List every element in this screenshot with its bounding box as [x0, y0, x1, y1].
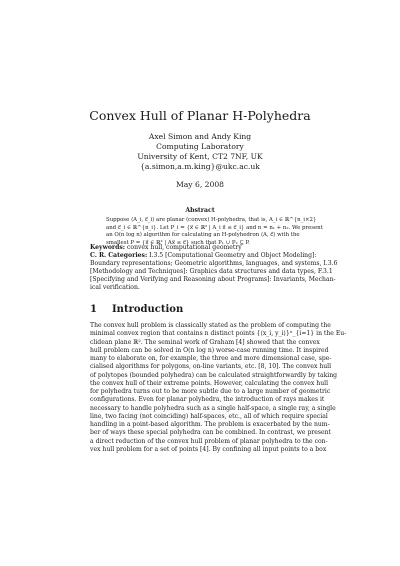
body-line: handling in a point-based algorithm. The problem is exacerbated by the num- — [90, 421, 330, 428]
keywords-text: convex hull, computational geometry — [126, 244, 242, 251]
body-line: ber of ways these special polyhedra can be combined. In contrast, we present — [90, 429, 331, 437]
cr-line: [Specifying and Verifying and Reasoning about Programs]: Invariants, Mechan- — [90, 276, 336, 284]
body-line: of polytopes (bounded polyhedra) can be calculated straightforwardly by taking — [90, 371, 338, 379]
section-number: 1 — [90, 304, 97, 315]
body-line: hull problem can be solved in O(n log n) worse-case running time. It inspired — [90, 346, 329, 354]
affiliation: Computing Laboratory — [156, 142, 244, 151]
section-body — [90, 322, 347, 454]
keywords-line — [90, 244, 330, 252]
abstract-line: Suppose ⟨A_i, c⃗_i⟩ are planar (convex) H-polyhedra, that is, A_i ∈ ℝ^{n_i×2} — [106, 217, 317, 223]
cr-categories-text: I.3.5 [Computational Geometry and Object Modeling]: — [149, 252, 317, 260]
body-line: the convex hull of their extreme points. However, calculating the convex hull — [90, 379, 329, 387]
author-block — [40, 132, 360, 172]
body-line: vex hull problem for a set of points [4]. By confining all input points to a box — [90, 445, 327, 453]
keywords-label: Keywords: — [90, 244, 126, 251]
address: University of Kent, CT2 7NF, UK — [137, 152, 263, 161]
section-heading — [90, 304, 183, 316]
abstract-heading: Abstract — [185, 207, 215, 214]
body-line: cialised algorithms for polygons, on-line variants, etc. [8, 10]. The convex hull — [90, 363, 332, 371]
body-line: minimal convex region that contains n distinct points {⟨x_i, y_i⟩}ⁿ_{i=1} in the Eu- — [90, 330, 347, 338]
body-line: clidean plane ℝ². The seminal work of Graham [4] showed that the convex — [90, 338, 320, 346]
body-line: configurations. Even for planar polyhedra, the introduction of rays makes it — [90, 396, 325, 404]
cr-line: Boundary representations; Geometric algorithms, languages, and systems, I.3.6 — [90, 260, 338, 268]
paper-title: Convex Hull of Planar H-Polyhedra — [89, 108, 311, 123]
body-line: a direct reduction of the convex hull problem of planar polyhedra to the con- — [90, 437, 328, 445]
body-line: line, two facing (not coinciding) half-spaces, etc., all of which require special — [90, 412, 328, 420]
paper-date: May 6, 2008 — [176, 180, 224, 189]
abstract-line: and c⃗_i ∈ ℝ^{n_i}. Let P_i = {x⃗ ∈ ℝ² | A_i x⃗ ≤ c⃗_i} and n = n₁ + n₂. We present — [106, 224, 323, 231]
author-names: Axel Simon and Andy King — [148, 132, 252, 141]
body-line: The convex hull problem is classically stated as the problem of computing the — [90, 322, 331, 329]
body-line: for polyhedra turns out to be more subtle due to a large number of geometric — [90, 388, 331, 395]
abstract-line: smallest P = {x⃗ ∈ ℝ² | Ax⃗ ≤ c⃗} such that P₁ ∪ P₂ ⊆ P. — [106, 239, 250, 246]
cr-categories-label: C. R. Categories: — [90, 252, 148, 260]
cr-line: [Methodology and Techniques]: Graphics data structures and data types, F.3.1 — [90, 268, 333, 276]
cr-line: ical verification. — [90, 284, 140, 292]
section-title: Introduction — [112, 304, 184, 315]
abstract-text — [106, 217, 323, 247]
keywords-block — [90, 244, 338, 293]
cr-line — [90, 252, 330, 260]
body-line: necessary to handle polyhedra such as a single half-space, a single ray, a single — [90, 404, 336, 412]
email: {a.simon,a.m.king}@ukc.ac.uk — [140, 162, 260, 171]
body-line: many to elaborate on, for example, the three and more dimensional case, spe- — [90, 355, 332, 362]
abstract-line: an O(n log n) algorithm for calculating an H-polyhedron ⟨A, c⃗⟩ with the — [106, 232, 300, 238]
